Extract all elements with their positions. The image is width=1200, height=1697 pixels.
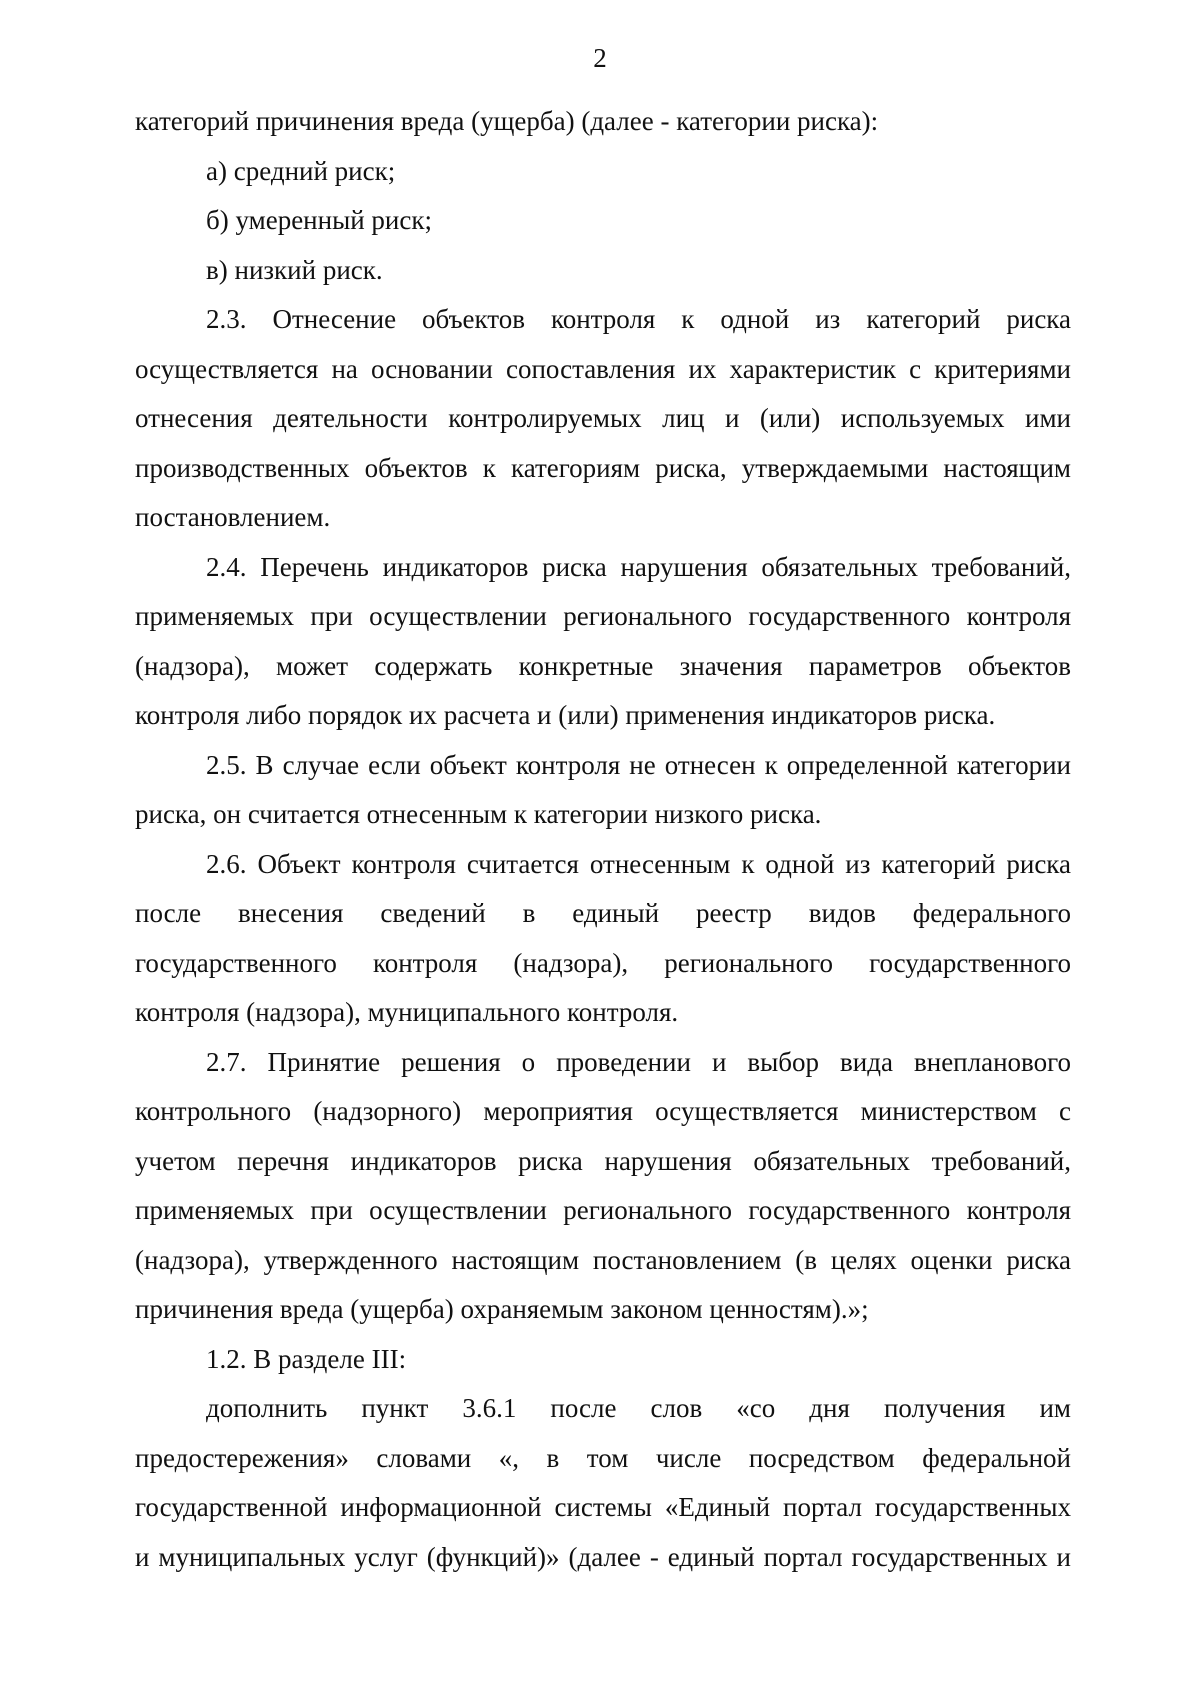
text-line: производственных объектов к категориям риска, утверждаемыми настоящим [135,452,1071,483]
text-line: учетом перечня индикаторов риска нарушения обязательных требований, [135,1145,1071,1176]
text-line: отнесения деятельности контролируемых лиц и (или) используемых ими [135,403,1071,433]
text-line: причинения вреда (ущерба) охраняемым законом ценностям).»; [135,1294,869,1324]
text-line: после внесения сведений в единый реестр видов федерального [135,898,1071,928]
text-line: и муниципальных услуг (функций)» (далее - единый портал государственных и [135,1541,1071,1572]
document-body [135,97,1071,1582]
text-line: предостережения» словами «, в том числе посредством федеральной [135,1442,1071,1473]
text-line: (надзора), утвержденного настоящим постановлением (в целях оценки риска [135,1244,1071,1275]
text-line: контроля либо порядок их расчета и (или) применения индикаторов риска. [135,700,996,730]
text-line: контрольного (надзорного) мероприятия осуществляется министерством с [135,1096,1071,1126]
text-line: осуществляется на основании сопоставления их характеристик с критериями [135,353,1071,384]
text-line: (надзора), может содержать конкретные значения параметров объектов [135,650,1071,681]
text-line: 2.4. Перечень индикаторов риска нарушения обязательных требований, [206,551,1071,582]
text-line: применяемых при осуществлении регионального государственного контроля [135,1195,1071,1225]
text-line: государственной информационной системы «Единый портал государственных [135,1492,1071,1522]
text-line: дополнить пункт 3.6.1 после слов «со дня получения им [206,1393,1071,1423]
text-line: риска, он считается отнесенным к категории низкого риска. [135,799,822,829]
text-line: применяемых при осуществлении регионального государственного контроля [135,601,1071,631]
text-line: постановлением. [135,502,331,532]
text-line: 2.5. В случае если объект контроля не отнесен к определенной категории [206,749,1071,780]
text-line: категорий причинения вреда (ущерба) (далее - категории риска): [135,106,879,136]
text-line: государственного контроля (надзора), регионального государственного [135,947,1071,978]
text-line: контроля (надзора), муниципального контроля. [135,997,679,1027]
page-number: 2 [593,43,607,73]
text-line: 2.6. Объект контроля считается отнесенным к одной из категорий риска [206,848,1071,879]
text-line: 2.3. Отнесение объектов контроля к одной из категорий риска [206,304,1071,334]
text-line: 1.2. В разделе III: [206,1343,407,1374]
text-line: б) умеренный риск; [206,205,432,235]
text-line: а) средний риск; [206,155,396,186]
text-line: 2.7. Принятие решения о проведении и выбор вида внепланового [206,1046,1071,1077]
text-line: в) низкий риск. [206,254,383,285]
